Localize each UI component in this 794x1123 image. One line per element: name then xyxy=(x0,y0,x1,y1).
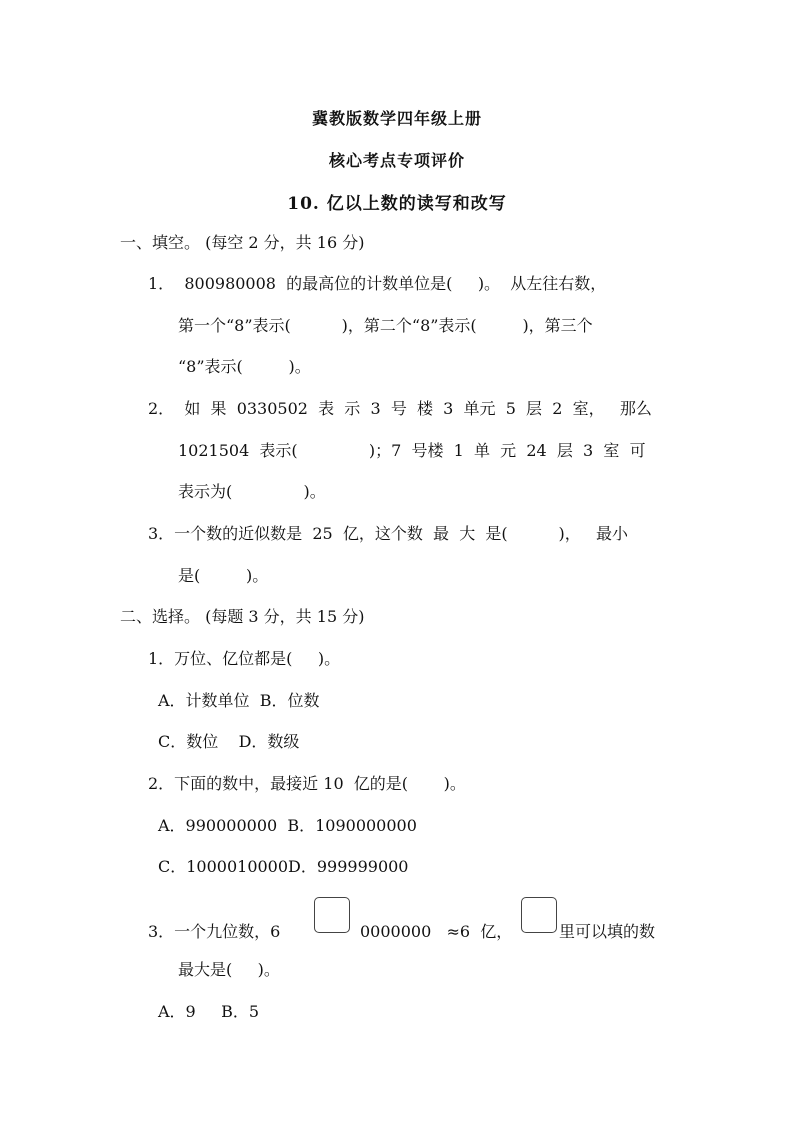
s2-q3-stem-line2: 最大是( )。 xyxy=(178,960,280,979)
s2-q1-stem: 1．万位、亿位都是( )。 xyxy=(148,649,341,668)
blank-box-2 xyxy=(521,897,557,933)
s2-q3-stem-part2: 0000000 ≈6 亿， xyxy=(360,922,513,941)
s2-q2-options-2: C．1000010000D．999999000 xyxy=(158,857,409,876)
section-1-heading: 一、填空。 (每空 2 分，共 16 分) xyxy=(120,233,365,252)
book-title: 冀教版数学四年级上册 xyxy=(311,109,482,128)
section-2-heading: 二、选择。 (每题 3 分，共 15 分) xyxy=(120,607,365,626)
topic-title: 10. 亿以上数的读写和改写 xyxy=(287,194,507,214)
s2-q2-stem: 2．下面的数中，最接近 10 亿的是( )。 xyxy=(148,774,466,793)
s1-q3-line2: 是( )。 xyxy=(178,566,269,585)
s1-q2-line2: 1021504 表示( )；7 号楼 1 单 元 24 层 3 室 可 xyxy=(178,441,646,460)
s2-q1-options-2: C．数位 D．数级 xyxy=(158,732,300,751)
s2-q3-stem-part3: 里可以填的数 xyxy=(559,922,656,941)
s1-q2-line1: 2． 如 果 0330502 表 示 3 号 楼 3 单元 5 层 2 室， 那么 xyxy=(148,399,652,418)
subtitle: 核心考点专项评价 xyxy=(328,151,465,170)
s2-q2-options-1: A．990000000 B．1090000000 xyxy=(158,816,417,835)
s2-q1-options-1: A．计数单位 B．位数 xyxy=(158,691,320,710)
s1-q1-line2: 第一个“8”表示( )，第二个“8”表示( )，第三个 xyxy=(178,316,593,335)
blank-box-1 xyxy=(314,897,350,933)
s2-q3-stem-part1: 3．一个九位数，6 xyxy=(148,922,281,941)
s2-q3-options-1: A．9 B．5 xyxy=(158,1002,260,1021)
s1-q2-line3: 表示为( )。 xyxy=(178,482,326,501)
s1-q3-line1: 3．一个数的近似数是 25 亿，这个数 最 大 是( )， 最小 xyxy=(148,524,629,543)
s1-q1-line3: “8”表示( )。 xyxy=(178,357,311,376)
s1-q1-line1: 1． 800980008 的最高位的计数单位是( )。 从左往右数， xyxy=(148,274,607,293)
